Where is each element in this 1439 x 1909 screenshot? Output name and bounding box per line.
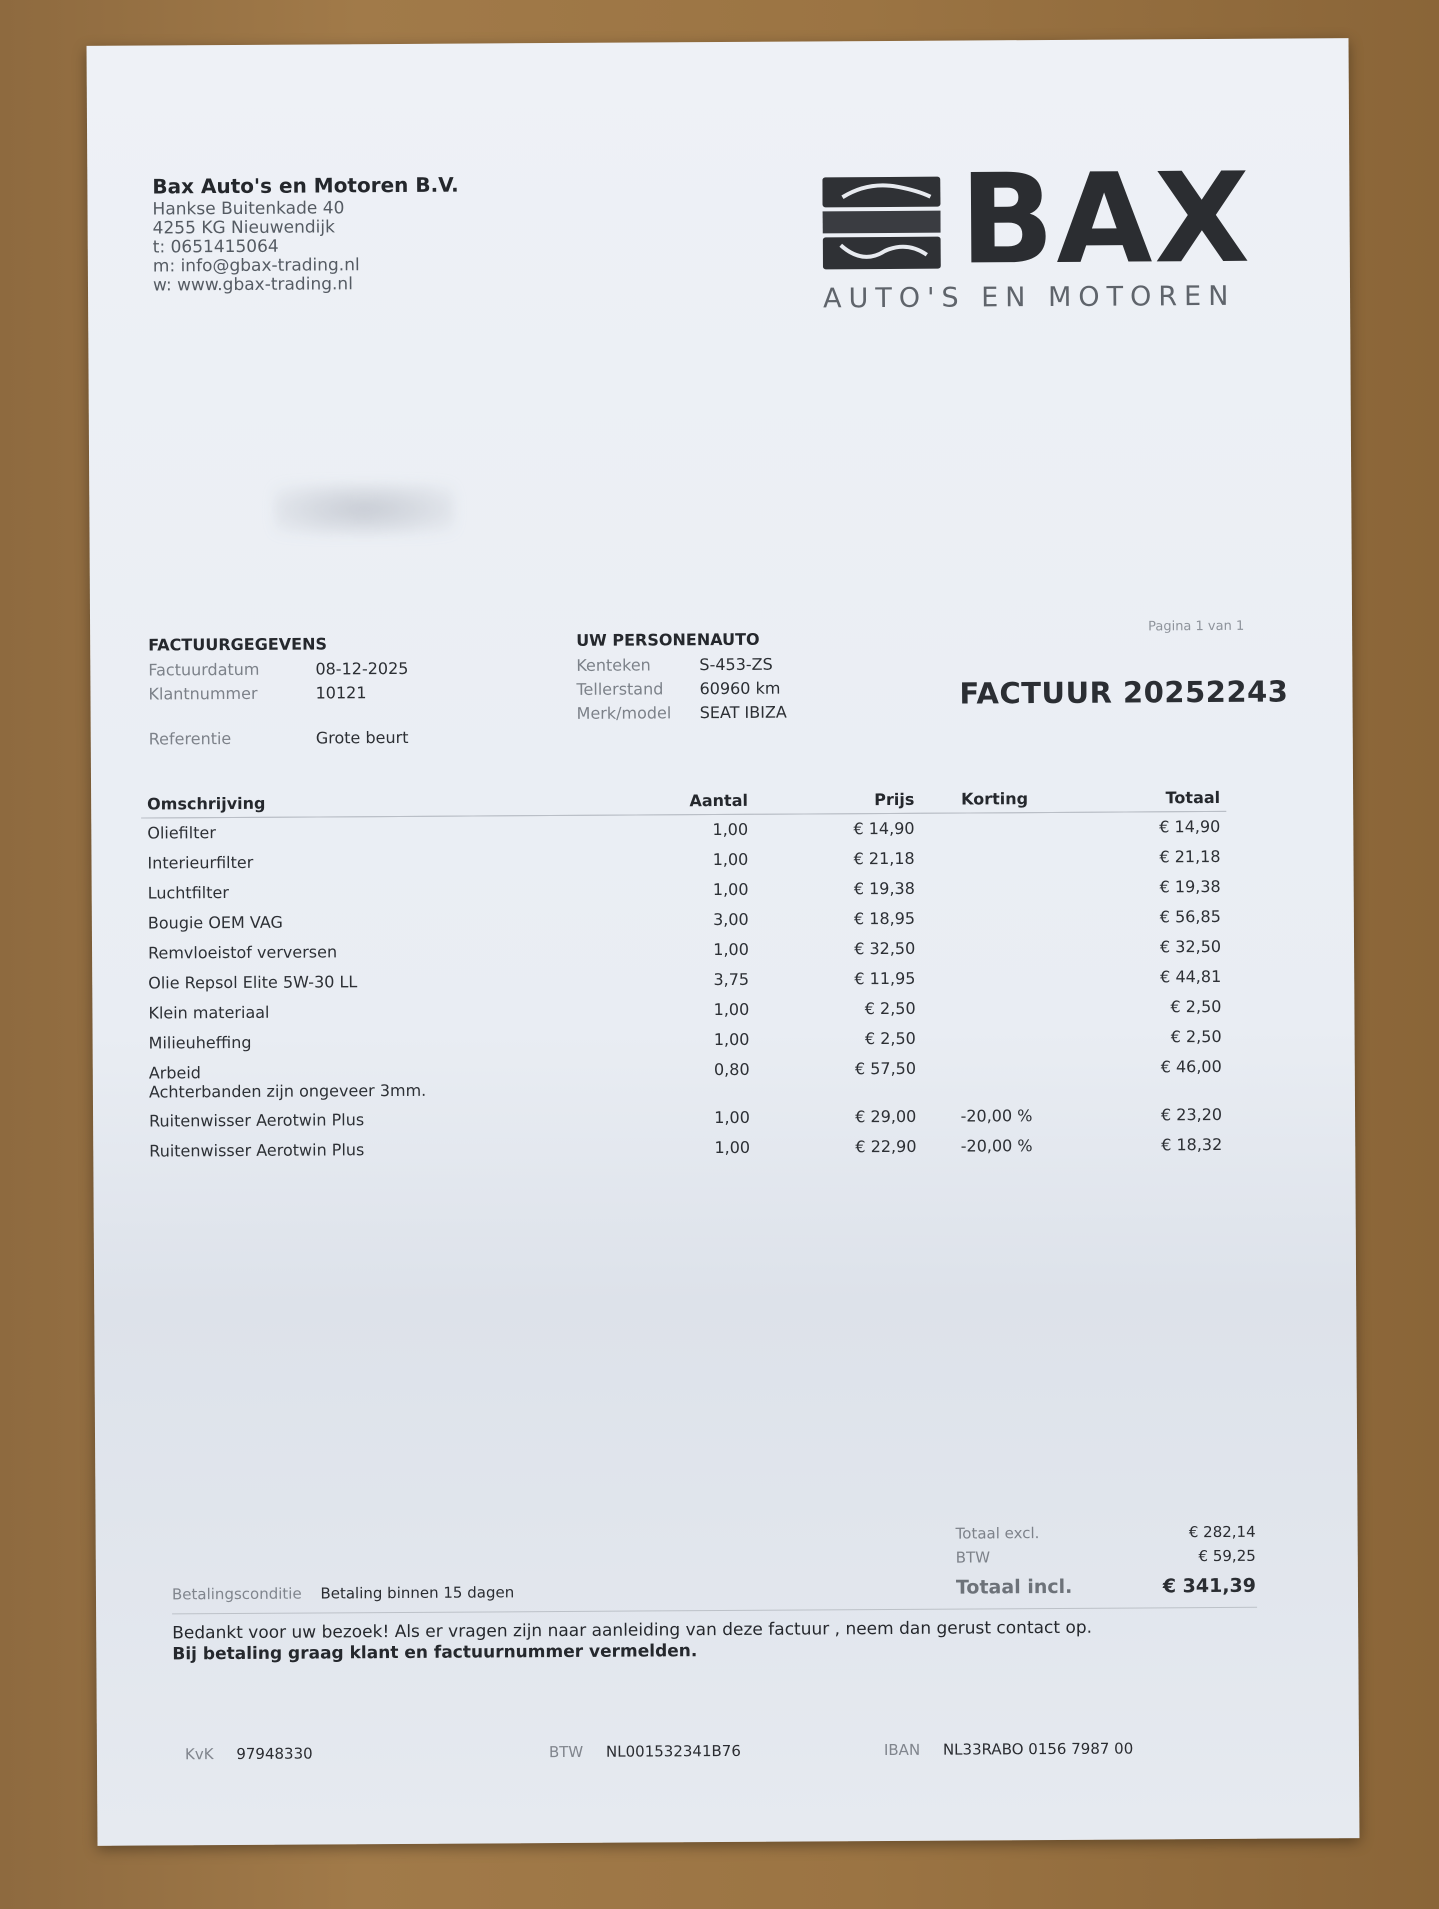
total-excl-label: Totaal excl. (955, 1524, 1040, 1543)
thank-you-note (172, 1618, 1092, 1666)
cell-price-text: € 57,50 (854, 1058, 917, 1079)
cell-total-text: € 14,90 (1159, 816, 1221, 837)
iban-info (884, 1740, 1133, 1760)
cell-description-text: Bougie OEM VAG (147, 912, 283, 933)
cell-price-text: € 2,50 (864, 998, 916, 1019)
cell-qty-text: 1,00 (712, 879, 749, 900)
cell-discount (921, 933, 1070, 964)
cell-qty-text: 0,80 (713, 1059, 750, 1080)
cell-discount (922, 993, 1071, 1024)
vat-value: € 59,25 (1198, 1546, 1256, 1566)
btw-label: BTW (548, 1742, 584, 1762)
cell-description (142, 935, 655, 968)
cell-total-text: € 21,18 (1159, 846, 1221, 867)
cell-total-text: € 2,50 (1170, 1026, 1222, 1047)
logo-wordmark: BAX (959, 146, 1253, 293)
total-incl-row (956, 1575, 1256, 1599)
table-row (143, 1130, 1228, 1167)
cell-price (754, 813, 921, 845)
invoice-date-value: 08-12-2025 (315, 658, 409, 679)
reference-value: Grote beurt (315, 727, 409, 748)
cell-description (143, 1055, 656, 1106)
cell-discount-text: -20,00 % (960, 1136, 1033, 1156)
thank-you-line: Bedankt voor uw bezoek! Als er vragen zijn naar aanleiding van deze factuur , neem dan gerust contact op. (172, 1617, 1093, 1644)
cell-qty-text: 1,00 (713, 1029, 750, 1050)
customer-number-value: 10121 (315, 683, 367, 703)
invoice-number-title: FACTUUR 20252243 (959, 674, 1289, 711)
cell-note-text: Achterbanden zijn ongeveer 3mm. (148, 1080, 427, 1102)
odometer-label: Tellerstand (576, 679, 664, 699)
vat-label: BTW (955, 1548, 991, 1567)
cell-total (1070, 1022, 1228, 1053)
invoice-details-section (148, 634, 409, 749)
cell-price (755, 934, 922, 965)
cell-price (756, 1102, 923, 1133)
car-emblem-icon (822, 175, 941, 272)
vehicle-title: UW PERSONENAUTO (576, 629, 760, 650)
cell-total (1070, 932, 1228, 963)
model-value: SEAT IBIZA (699, 702, 787, 723)
company-email: m: info@gbax-trading.nl (152, 255, 360, 277)
model-row (577, 703, 787, 723)
btw-value: NL001532341B76 (605, 1741, 741, 1761)
company-address-block (152, 172, 459, 296)
odometer-value: 60960 km (699, 678, 781, 699)
cell-price-text: € 21,18 (853, 848, 915, 869)
cell-description-text: Remvloeistof verversen (147, 942, 338, 963)
cell-qty-text: 3,00 (712, 909, 749, 930)
cell-qty-text: 1,00 (712, 819, 749, 840)
company-address-line2: 4255 KG Nieuwendijk (152, 217, 335, 239)
total-excl-value: € 282,14 (1188, 1522, 1256, 1542)
cell-price (755, 904, 922, 935)
cell-discount (921, 963, 1070, 994)
cell-price-text: € 29,00 (855, 1106, 917, 1127)
invoice-details-title: FACTUURGEGEVENS (148, 634, 328, 655)
company-name: Bax Auto's en Motoren B.V. (152, 172, 459, 199)
cell-price-text: € 11,95 (854, 968, 916, 989)
cell-description-text: Klein materiaal (148, 1002, 270, 1023)
cell-price (756, 1054, 923, 1103)
cell-description (142, 965, 655, 998)
cell-description-text: Luchtfilter (147, 883, 229, 903)
cell-description (143, 1103, 656, 1136)
cell-discount (921, 903, 1070, 934)
invoice-date-label: Factuurdatum (148, 659, 260, 680)
total-incl-value: € 341,39 (1162, 1574, 1257, 1598)
cell-discount (922, 1023, 1071, 1054)
company-phone: t: 0651415064 (152, 236, 279, 258)
cell-price (754, 874, 921, 905)
invoice-date-row (148, 659, 408, 680)
cell-discount (922, 1131, 1071, 1162)
cell-price-text: € 32,50 (854, 938, 916, 959)
btw-info (549, 1742, 741, 1761)
cell-description (141, 845, 654, 878)
cell-description (142, 905, 655, 938)
totals-block (956, 1523, 1256, 1605)
cell-qty-text: 1,00 (713, 999, 750, 1020)
logo-subtitle: AUTO'S EN MOTOREN (822, 280, 1236, 315)
redacted-area (274, 484, 454, 535)
payment-terms (172, 1583, 514, 1603)
cell-description (141, 815, 654, 849)
cell-qty (655, 1025, 756, 1056)
iban-label: IBAN (883, 1740, 921, 1760)
cell-description (142, 875, 655, 908)
cell-total-text: € 56,85 (1159, 906, 1221, 927)
cell-discount-text: -20,00 % (960, 1106, 1033, 1126)
cell-price (755, 964, 922, 995)
header-price: Prijs (754, 786, 921, 815)
plate-label: Kenteken (576, 655, 651, 675)
cell-discount (920, 812, 1069, 843)
cell-qty (656, 1133, 757, 1164)
cell-qty-text: 3,75 (713, 969, 750, 990)
cell-total (1069, 902, 1227, 933)
reference-row (149, 728, 409, 749)
header-discount: Korting (920, 785, 1069, 813)
odometer-row (576, 679, 786, 699)
customer-number-label: Klantnummer (148, 683, 258, 704)
cell-total (1070, 992, 1228, 1023)
footer-divider (172, 1607, 1257, 1615)
cell-description-text: Milieuheffing (148, 1032, 252, 1053)
cell-total-text: € 44,81 (1160, 966, 1222, 987)
cell-qty (655, 1055, 756, 1104)
kvk-label: KvK (184, 1745, 214, 1764)
cell-price (755, 994, 922, 1025)
cell-qty-text: 1,00 (713, 939, 749, 960)
cell-total-text: € 18,32 (1161, 1134, 1223, 1155)
cell-description-text: Ruitenwisser Aerotwin Plus (149, 1110, 365, 1131)
cell-qty-text: 1,00 (714, 1137, 751, 1158)
invoice-line-items-table (141, 784, 1228, 1167)
total-excl-row (956, 1523, 1256, 1543)
kvk-info (185, 1745, 313, 1764)
cell-total (1069, 872, 1227, 903)
cell-qty (654, 845, 755, 876)
cell-price (755, 1024, 922, 1055)
reference-label: Referentie (148, 729, 232, 749)
iban-value: NL33RABO 0156 7987 00 (942, 1739, 1134, 1759)
cell-price-text: € 18,95 (853, 908, 916, 929)
cell-price (756, 1132, 923, 1163)
cell-price-text: € 19,38 (853, 878, 915, 899)
cell-total-text: € 32,50 (1159, 936, 1222, 957)
cell-qty (654, 905, 755, 936)
header-description: Omschrijving (141, 787, 654, 818)
cell-qty (654, 814, 755, 845)
cell-qty-text: 1,00 (712, 849, 749, 870)
plate-row (576, 655, 786, 675)
cell-total (1071, 1130, 1229, 1161)
cell-total (1070, 1052, 1228, 1101)
header-total: Totaal (1069, 784, 1227, 812)
cell-discount (922, 1101, 1071, 1132)
cell-qty (654, 935, 755, 966)
cell-qty (654, 875, 755, 906)
company-website: w: www.gbax-trading.nl (152, 274, 353, 296)
cell-price-text: € 2,50 (864, 1028, 916, 1049)
payment-instruction-line: Bij betaling graag klant en factuurnummer vermelden. (172, 1641, 698, 1665)
payment-terms-label: Betalingsconditie (171, 1584, 302, 1604)
cell-description-text: Oliefilter (147, 823, 216, 843)
cell-qty (655, 995, 756, 1026)
header-qty: Aantal (653, 787, 754, 815)
cell-description-text: Arbeid (148, 1063, 201, 1083)
cell-total (1069, 811, 1227, 842)
cell-description-text: Olie Repsol Elite 5W-30 LL (148, 972, 358, 993)
cell-discount (922, 1053, 1071, 1102)
cell-price-text: € 14,90 (853, 818, 915, 839)
cell-description-text: Ruitenwisser Aerotwin Plus (149, 1140, 365, 1161)
page-number: Pagina 1 van 1 (1148, 618, 1245, 635)
kvk-value: 97948330 (236, 1744, 313, 1763)
cell-total-text: € 19,38 (1159, 876, 1221, 897)
cell-total (1070, 962, 1228, 993)
customer-number-row (148, 683, 408, 704)
cell-total (1069, 842, 1227, 873)
cell-price (754, 844, 921, 875)
invoice-paper (87, 38, 1360, 1846)
cell-description-text: Interieurfilter (147, 852, 254, 873)
table-row (143, 1052, 1228, 1107)
plate-value: S-453-ZS (699, 654, 773, 675)
cell-discount (921, 843, 1070, 874)
vehicle-section (576, 630, 787, 723)
company-address-line1: Hankse Buitenkade 40 (152, 198, 345, 220)
model-label: Merk/model (576, 703, 672, 723)
cell-qty (655, 965, 756, 996)
cell-description (142, 995, 655, 1028)
bax-logo (822, 146, 1258, 315)
cell-description (143, 1133, 656, 1166)
cell-total-text: € 46,00 (1160, 1056, 1222, 1077)
cell-total-text: € 23,20 (1160, 1104, 1223, 1125)
total-incl-label: Totaal incl. (955, 1575, 1073, 1599)
payment-terms-value: Betaling binnen 15 dagen (320, 1583, 515, 1603)
cell-qty (655, 1103, 756, 1134)
cell-price-text: € 22,90 (855, 1136, 917, 1157)
cell-discount (921, 873, 1070, 904)
cell-total (1071, 1100, 1229, 1131)
cell-total-text: € 2,50 (1170, 996, 1222, 1017)
cell-description (143, 1025, 656, 1058)
cell-qty-text: 1,00 (714, 1107, 750, 1128)
vat-row (956, 1547, 1256, 1567)
